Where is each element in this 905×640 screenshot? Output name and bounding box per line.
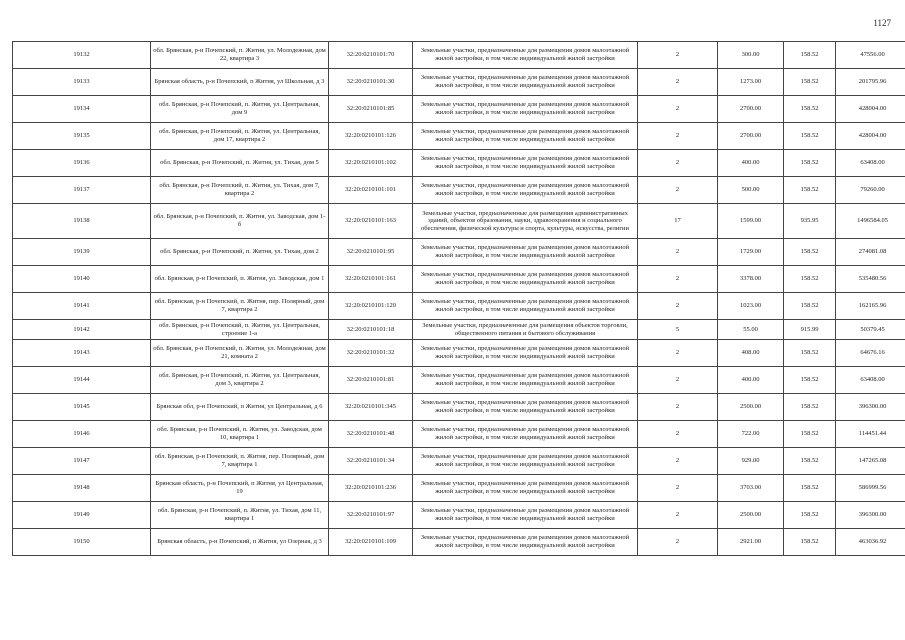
address-cell: Брянская область, р-н Почепский, п Житня, ул Центральная, 19 bbox=[151, 475, 329, 502]
cadastral-number-cell: 32:20:0210101:120 bbox=[329, 293, 413, 320]
cadastral-value-cell: 586999.56 bbox=[836, 475, 905, 502]
table-row bbox=[13, 421, 905, 448]
cadastral-number-cell: 32:20:0210101:95 bbox=[329, 239, 413, 266]
row-number-cell: 19146 bbox=[13, 421, 151, 448]
specific-value-cell: 915.99 bbox=[784, 320, 836, 340]
area-cell: 400.00 bbox=[718, 367, 784, 394]
specific-value-cell: 158.52 bbox=[784, 421, 836, 448]
group-code-cell: 17 bbox=[638, 204, 718, 239]
land-use-cell: Земельные участки, предназначенные для размещения домов малоэтажной жилой застройки, в том числе индивидуальной жилой застройки bbox=[413, 475, 638, 502]
land-use-cell: Земельные участки, предназначенные для размещения домов малоэтажной жилой застройки, в том числе индивидуальной жилой застройки bbox=[413, 96, 638, 123]
cadastral-number-cell: 32:20:0210101:30 bbox=[329, 69, 413, 96]
cadastral-number-cell: 32:20:0210101:126 bbox=[329, 123, 413, 150]
row-number-cell: 19136 bbox=[13, 150, 151, 177]
row-number-cell: 19135 bbox=[13, 123, 151, 150]
cadastral-value-cell: 428004.00 bbox=[836, 123, 905, 150]
table-row bbox=[13, 69, 905, 96]
specific-value-cell: 158.52 bbox=[784, 502, 836, 529]
area-cell: 300.00 bbox=[718, 42, 784, 69]
area-cell: 408.00 bbox=[718, 340, 784, 367]
table-row bbox=[13, 529, 905, 556]
cadastral-number-cell: 32:20:0210101:236 bbox=[329, 475, 413, 502]
table-row bbox=[13, 150, 905, 177]
address-cell: обл. Брянская, р-н Почепский, п. Житня, ул. Центральная, строение 1-а bbox=[151, 320, 329, 340]
group-code-cell: 2 bbox=[638, 69, 718, 96]
group-code-cell: 5 bbox=[638, 320, 718, 340]
page-number: 1127 bbox=[873, 18, 891, 28]
cadastral-value-cell: 535480.56 bbox=[836, 266, 905, 293]
cadastral-value-cell: 63408.00 bbox=[836, 367, 905, 394]
group-code-cell: 2 bbox=[638, 394, 718, 421]
cadastral-number-cell: 32:20:0210101:70 bbox=[329, 42, 413, 69]
row-number-cell: 19134 bbox=[13, 96, 151, 123]
table-row bbox=[13, 204, 905, 239]
specific-value-cell: 158.52 bbox=[784, 293, 836, 320]
table-row bbox=[13, 340, 905, 367]
land-use-cell: Земельные участки, предназначенные для размещения объектов торговли, общественного питания и бытового обслуживания bbox=[413, 320, 638, 340]
cadastral-value-cell: 47556.00 bbox=[836, 42, 905, 69]
cadastral-number-cell: 32:20:0210101:161 bbox=[329, 266, 413, 293]
address-cell: обл. Брянская, р-н Почепский, п. Житня, пер. Полярный, дом 7, квартира 1 bbox=[151, 448, 329, 475]
cadastral-number-cell: 32:20:0210101:18 bbox=[329, 320, 413, 340]
group-code-cell: 2 bbox=[638, 421, 718, 448]
cadastral-number-cell: 32:20:0210101:97 bbox=[329, 502, 413, 529]
table-row bbox=[13, 123, 905, 150]
row-number-cell: 19141 bbox=[13, 293, 151, 320]
area-cell: 3378.00 bbox=[718, 266, 784, 293]
land-use-cell: Земельные участки, предназначенные для размещения домов малоэтажной жилой застройки, в том числе индивидуальной жилой застройки bbox=[413, 266, 638, 293]
cadastral-number-cell: 32:20:0210101:102 bbox=[329, 150, 413, 177]
cadastral-value-cell: 63408.00 bbox=[836, 150, 905, 177]
cadastral-value-cell: 50379.45 bbox=[836, 320, 905, 340]
address-cell: Брянская область, р-н Почепский, п Житня, ул Школьная, д 3 bbox=[151, 69, 329, 96]
table-row bbox=[13, 266, 905, 293]
cadastral-number-cell: 32:20:0210101:85 bbox=[329, 96, 413, 123]
cadastral-number-cell: 32:20:0210101:345 bbox=[329, 394, 413, 421]
address-cell: обл. Брянская, р-н Почепский, п. Житня, ул. Молодежная, дом 22, квартира 3 bbox=[151, 42, 329, 69]
cadastral-value-cell: 201795.96 bbox=[836, 69, 905, 96]
address-cell: обл. Брянская, р-н Почепский, п. Житня, ул. Центральная, дом 3, квартира 2 bbox=[151, 367, 329, 394]
specific-value-cell: 158.52 bbox=[784, 42, 836, 69]
cadastral-value-cell: 79260.00 bbox=[836, 177, 905, 204]
specific-value-cell: 158.52 bbox=[784, 394, 836, 421]
cadastral-value-cell: 396300.00 bbox=[836, 394, 905, 421]
area-cell: 400.00 bbox=[718, 150, 784, 177]
table-row bbox=[13, 293, 905, 320]
table-row bbox=[13, 42, 905, 69]
specific-value-cell: 158.52 bbox=[784, 150, 836, 177]
cadastral-value-cell: 114451.44 bbox=[836, 421, 905, 448]
row-number-cell: 19139 bbox=[13, 239, 151, 266]
row-number-cell: 19144 bbox=[13, 367, 151, 394]
land-use-cell: Земельные участки, предназначенные для размещения домов малоэтажной жилой застройки, в том числе индивидуальной жилой застройки bbox=[413, 367, 638, 394]
address-cell: обл. Брянская, р-н Почепский, п. Житня, пер. Полярный, дом 7, квартира 2 bbox=[151, 293, 329, 320]
group-code-cell: 2 bbox=[638, 123, 718, 150]
land-use-cell: Земельные участки, предназначенные для размещения домов малоэтажной жилой застройки, в том числе индивидуальной жилой застройки bbox=[413, 394, 638, 421]
specific-value-cell: 158.52 bbox=[784, 340, 836, 367]
land-use-cell: Земельные участки, предназначенные для размещения домов малоэтажной жилой застройки, в том числе индивидуальной жилой застройки bbox=[413, 340, 638, 367]
table-body bbox=[13, 42, 905, 556]
address-cell: обл. Брянская, р-н Почепский, п. Житня, ул. Молодежная, дом 21, комната 2 bbox=[151, 340, 329, 367]
cadastral-value-cell: 463036.92 bbox=[836, 529, 905, 556]
table-row bbox=[13, 96, 905, 123]
row-number-cell: 19147 bbox=[13, 448, 151, 475]
land-use-cell: Земельные участки, предназначенные для размещения домов малоэтажной жилой застройки, в том числе индивидуальной жилой застройки bbox=[413, 502, 638, 529]
land-use-cell: Земельные участки, предназначенные для размещения домов малоэтажной жилой застройки, в том числе индивидуальной жилой застройки bbox=[413, 529, 638, 556]
cadastral-value-cell: 64676.16 bbox=[836, 340, 905, 367]
specific-value-cell: 935.95 bbox=[784, 204, 836, 239]
group-code-cell: 2 bbox=[638, 239, 718, 266]
land-use-cell: Земельные участки, предназначенные для размещения домов малоэтажной жилой застройки, в том числе индивидуальной жилой застройки bbox=[413, 177, 638, 204]
cadastral-value-cell: 274081.08 bbox=[836, 239, 905, 266]
specific-value-cell: 158.52 bbox=[784, 367, 836, 394]
area-cell: 1023.00 bbox=[718, 293, 784, 320]
address-cell: обл. Брянская, р-н Почепский, п. Житня, ул. Центральная, дом 17, квартира 2 bbox=[151, 123, 329, 150]
cadastral-number-cell: 32:20:0210101:48 bbox=[329, 421, 413, 448]
row-number-cell: 19138 bbox=[13, 204, 151, 239]
cadastral-number-cell: 32:20:0210101:109 bbox=[329, 529, 413, 556]
address-cell: Брянская область, р-н Почепский, п Житня, ул Озерная, д 3 bbox=[151, 529, 329, 556]
area-cell: 722.00 bbox=[718, 421, 784, 448]
table-row bbox=[13, 367, 905, 394]
area-cell: 2700.00 bbox=[718, 96, 784, 123]
cadastral-value-cell: 162165.96 bbox=[836, 293, 905, 320]
address-cell: обл. Брянская, р-н Почепский, п. Житня, ул. Тихая, дом 7, квартира 2 bbox=[151, 177, 329, 204]
specific-value-cell: 158.52 bbox=[784, 475, 836, 502]
land-use-cell: Земельные участки, предназначенные для размещения домов малоэтажной жилой застройки, в том числе индивидуальной жилой застройки bbox=[413, 448, 638, 475]
table-row bbox=[13, 177, 905, 204]
group-code-cell: 2 bbox=[638, 502, 718, 529]
row-number-cell: 19150 bbox=[13, 529, 151, 556]
group-code-cell: 2 bbox=[638, 96, 718, 123]
area-cell: 2500.00 bbox=[718, 394, 784, 421]
group-code-cell: 2 bbox=[638, 266, 718, 293]
cadastral-value-table bbox=[12, 41, 905, 556]
group-code-cell: 2 bbox=[638, 340, 718, 367]
area-cell: 2921.00 bbox=[718, 529, 784, 556]
specific-value-cell: 158.52 bbox=[784, 177, 836, 204]
land-use-cell: Земельные участки, предназначенные для размещения домов малоэтажной жилой застройки, в том числе индивидуальной жилой застройки bbox=[413, 239, 638, 266]
group-code-cell: 2 bbox=[638, 475, 718, 502]
table-row bbox=[13, 320, 905, 340]
area-cell: 1729.00 bbox=[718, 239, 784, 266]
cadastral-value-cell: 396300.00 bbox=[836, 502, 905, 529]
row-number-cell: 19148 bbox=[13, 475, 151, 502]
cadastral-number-cell: 32:20:0210101:34 bbox=[329, 448, 413, 475]
area-cell: 1273.00 bbox=[718, 69, 784, 96]
table-row bbox=[13, 502, 905, 529]
group-code-cell: 2 bbox=[638, 293, 718, 320]
address-cell: обл. Брянская, р-н Почепский, п. Житня, ул. Тихая, дом 5 bbox=[151, 150, 329, 177]
cadastral-number-cell: 32:20:0210101:101 bbox=[329, 177, 413, 204]
address-cell: обл. Брянская, р-н Почепский, п. Житня, ул. Заводская, дом 1-б bbox=[151, 204, 329, 239]
area-cell: 929.00 bbox=[718, 448, 784, 475]
specific-value-cell: 158.52 bbox=[784, 96, 836, 123]
table-row bbox=[13, 475, 905, 502]
group-code-cell: 2 bbox=[638, 529, 718, 556]
row-number-cell: 19133 bbox=[13, 69, 151, 96]
specific-value-cell: 158.52 bbox=[784, 266, 836, 293]
land-use-cell: Земельные участки, предназначенные для размещения домов малоэтажной жилой застройки, в том числе индивидуальной жилой застройки bbox=[413, 421, 638, 448]
row-number-cell: 19149 bbox=[13, 502, 151, 529]
land-use-cell: Земельные участки, предназначенные для размещения домов малоэтажной жилой застройки, в том числе индивидуальной жилой застройки bbox=[413, 150, 638, 177]
specific-value-cell: 158.52 bbox=[784, 529, 836, 556]
group-code-cell: 2 bbox=[638, 177, 718, 204]
table-row bbox=[13, 448, 905, 475]
cadastral-number-cell: 32:20:0210101:163 bbox=[329, 204, 413, 239]
area-cell: 500.00 bbox=[718, 177, 784, 204]
area-cell: 2700.00 bbox=[718, 123, 784, 150]
row-number-cell: 19132 bbox=[13, 42, 151, 69]
group-code-cell: 2 bbox=[638, 367, 718, 394]
land-use-cell: Земельные участки, предназначенные для размещения административных зданий, объектов образования, науки, здравоохранения и социального обеспечения, физической культуры и спорта, культуры, искусства, религии bbox=[413, 204, 638, 239]
address-cell: обл. Брянская, р-н Почепский, п. Житня, ул. Центральная, дом 9 bbox=[151, 96, 329, 123]
row-number-cell: 19137 bbox=[13, 177, 151, 204]
row-number-cell: 19142 bbox=[13, 320, 151, 340]
address-cell: обл. Брянская, р-н Почепский, п. Житня, ул. Тихая, дом 2 bbox=[151, 239, 329, 266]
table-row bbox=[13, 394, 905, 421]
address-cell: Брянская обл, р-н Почепский, п Житня, ул Центральная, д 6 bbox=[151, 394, 329, 421]
cadastral-value-cell: 1496584.05 bbox=[836, 204, 905, 239]
cadastral-value-cell: 428004.00 bbox=[836, 96, 905, 123]
land-use-cell: Земельные участки, предназначенные для размещения домов малоэтажной жилой застройки, в том числе индивидуальной жилой застройки bbox=[413, 293, 638, 320]
table-row bbox=[13, 239, 905, 266]
group-code-cell: 2 bbox=[638, 42, 718, 69]
specific-value-cell: 158.52 bbox=[784, 69, 836, 96]
row-number-cell: 19140 bbox=[13, 266, 151, 293]
specific-value-cell: 158.52 bbox=[784, 123, 836, 150]
area-cell: 2500.00 bbox=[718, 502, 784, 529]
specific-value-cell: 158.52 bbox=[784, 239, 836, 266]
area-cell: 1599.00 bbox=[718, 204, 784, 239]
land-use-cell: Земельные участки, предназначенные для размещения домов малоэтажной жилой застройки, в том числе индивидуальной жилой застройки bbox=[413, 42, 638, 69]
specific-value-cell: 158.52 bbox=[784, 448, 836, 475]
area-cell: 3703.00 bbox=[718, 475, 784, 502]
address-cell: обл. Брянская, р-н Почепский, п. Житня, ул. Заводская, дом 10, квартира 1 bbox=[151, 421, 329, 448]
cadastral-number-cell: 32:20:0210101:81 bbox=[329, 367, 413, 394]
cadastral-value-cell: 147265.08 bbox=[836, 448, 905, 475]
land-use-cell: Земельные участки, предназначенные для размещения домов малоэтажной жилой застройки, в том числе индивидуальной жилой застройки bbox=[413, 123, 638, 150]
group-code-cell: 2 bbox=[638, 448, 718, 475]
row-number-cell: 19145 bbox=[13, 394, 151, 421]
cadastral-number-cell: 32:20:0210101:32 bbox=[329, 340, 413, 367]
address-cell: обл. Брянская, р-н Почепский, п. Житня, ул. Заводская, дом 1 bbox=[151, 266, 329, 293]
land-use-cell: Земельные участки, предназначенные для размещения домов малоэтажной жилой застройки, в том числе индивидуальной жилой застройки bbox=[413, 69, 638, 96]
address-cell: обл. Брянская, р-н Почепский, п. Житня, ул. Тихая, дом 11, квартира 1 bbox=[151, 502, 329, 529]
area-cell: 55.00 bbox=[718, 320, 784, 340]
row-number-cell: 19143 bbox=[13, 340, 151, 367]
group-code-cell: 2 bbox=[638, 150, 718, 177]
